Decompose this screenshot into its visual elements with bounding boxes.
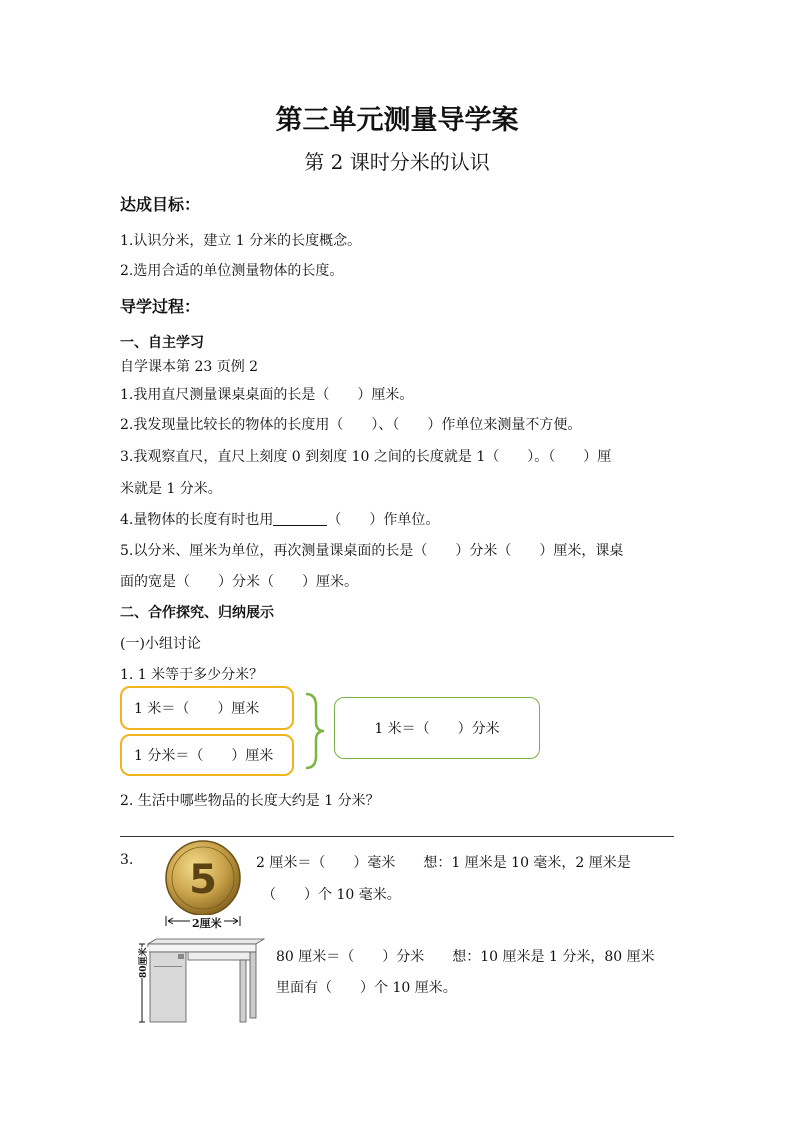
goal-item-1: 1.认识分米，建立 1 分米的长度概念。 bbox=[120, 233, 362, 249]
answer-blank-line bbox=[273, 511, 327, 526]
section2-q1: 1. 1 米等于多少分米？ bbox=[120, 667, 264, 683]
section1-heading: 一、自主学习 bbox=[120, 335, 204, 351]
divider bbox=[120, 836, 674, 837]
section3-line1: 2 厘米＝（ ）毫米 想：1 厘米是 10 毫米，2 厘米是 bbox=[256, 855, 631, 871]
section3-line4: 里面有（ ）个 10 厘米。 bbox=[276, 980, 457, 996]
svg-text:5: 5 bbox=[189, 857, 217, 903]
goal-item-2: 2.选用合适的单位测量物体的长度。 bbox=[120, 263, 344, 279]
section1-q2: 2.我发现量比较长的物体的长度用（ ）、（ ）作单位来测量不方便。 bbox=[120, 417, 582, 433]
section2-group: (一)小组讨论 bbox=[120, 636, 201, 652]
section1-q1: 1.我用直尺测量课桌桌面的长是（ ）厘米。 bbox=[120, 387, 414, 403]
coin-width-label: 2厘米 bbox=[192, 917, 222, 930]
section1-q4-after: （ ）作单位。 bbox=[327, 512, 440, 528]
page-title: 第三单元测量导学案 bbox=[275, 105, 519, 136]
conversion-box-meter-dm bbox=[334, 697, 540, 759]
section3-line3: 80 厘米＝（ ）分米 想：10 厘米是 1 分米，80 厘米 bbox=[276, 949, 655, 965]
section1-q3-line1: 3.我观察直尺，直尺上刻度 0 到刻度 10 之间的长度就是 1（ ）。（ ）厘 bbox=[120, 449, 612, 465]
conversion-box-meter-cm bbox=[120, 686, 294, 730]
page-subtitle: 第 2 课时分米的认识 bbox=[304, 150, 490, 174]
section1-q5-line2: 面的宽是（ ）分米（ ）厘米。 bbox=[120, 574, 358, 590]
goals-heading: 达成目标： bbox=[120, 195, 201, 214]
conversion-box-meter-cm-text: 1 米＝（ ）厘米 bbox=[134, 701, 260, 717]
desk-illustration bbox=[138, 938, 268, 1026]
section1-intro: 自学课本第 23 页例 2 bbox=[120, 359, 259, 375]
conversion-box-meter-dm-text: 1 米＝（ ）分米 bbox=[374, 721, 500, 737]
section1-q3-line2: 米就是 1 分米。 bbox=[120, 481, 222, 497]
conversion-box-dm-cm bbox=[120, 734, 294, 776]
process-heading: 导学过程： bbox=[120, 297, 201, 316]
section2-heading: 二、合作探究、归纳展示 bbox=[120, 605, 274, 621]
section1-q4 bbox=[120, 509, 439, 529]
desk-height-label: 80厘米 bbox=[136, 947, 149, 978]
section3-line2: （ ）个 10 毫米。 bbox=[262, 887, 401, 903]
conversion-box-dm-cm-text: 1 分米＝（ ）厘米 bbox=[134, 748, 274, 764]
desk-icon bbox=[150, 952, 186, 1022]
section1-q5-line1: 5.以分米、厘米为单位，再次测量课桌面的长是（ ）分米（ ）厘米，课桌 bbox=[120, 543, 624, 559]
section3-number: 3. bbox=[120, 852, 134, 868]
curly-brace-icon bbox=[302, 692, 328, 770]
section1-q4-before: 4.量物体的长度有时也用 bbox=[120, 512, 274, 528]
section2-q2: 2. 生活中哪些物品的长度大约是 1 分米？ bbox=[120, 793, 380, 809]
